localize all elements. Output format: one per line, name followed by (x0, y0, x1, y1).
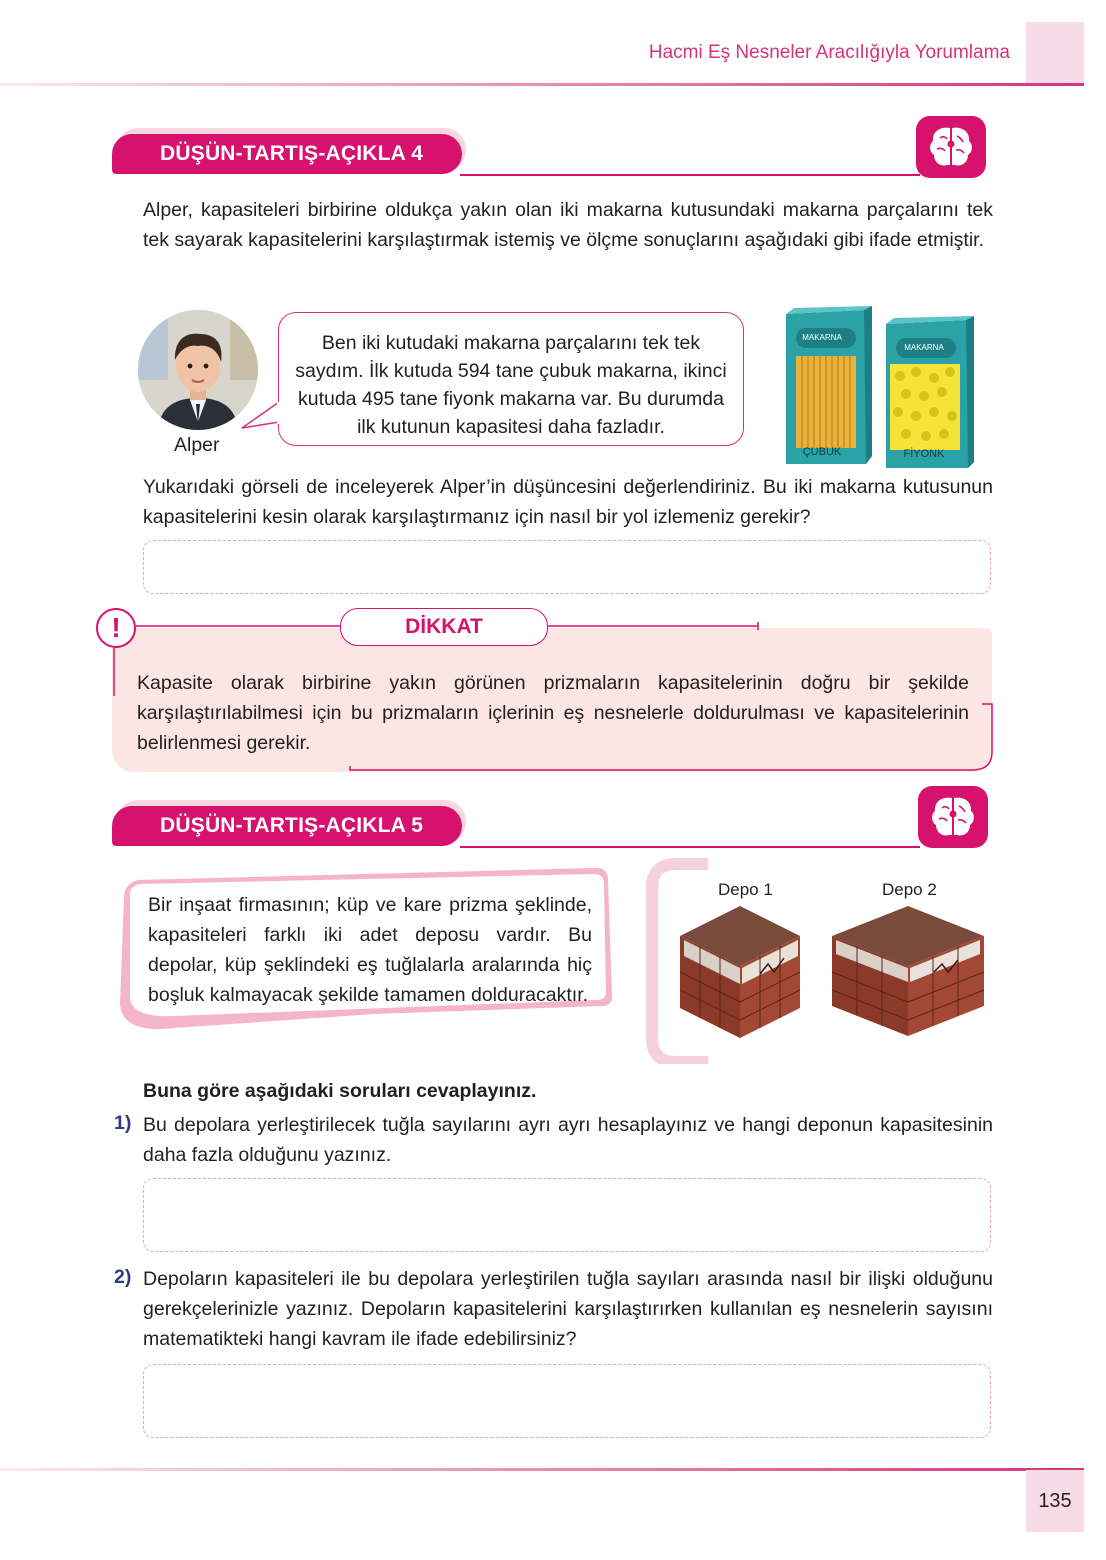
dikkat-label: DİKKAT (340, 608, 548, 646)
question-1-number: 1) (114, 1112, 132, 1134)
warning-icon: ! (96, 608, 136, 648)
dikkat-text: Kapasite olarak birbirine yakın görünen prizmaların kapasitelerinin doğru bir şekilde karşılaştırılabilmesi için bu prizmaların içlerinin eş nesnelerle doldurulması ve kapasitelerinin belirlenmesi gerekir. (137, 672, 969, 754)
page-number: 135 (1026, 1470, 1084, 1532)
footer-divider (0, 1468, 1084, 1471)
question-1-text: Bu depolara yerleştirilecek tuğla sayılarını ayrı ayrı hesaplayınız ve hangi deponun kapasitesinin daha fazla olduğunu yazınız. (143, 1114, 993, 1166)
section-4-rule (460, 174, 920, 176)
section-5-callout: Bir inşaat firmasının; küp ve kare prizma şeklinde, kapasiteleri farklı iki adet deposu vardır. Bu depolar, küp şeklindeki eş tuğlalarla aralarında hiç boşluk kalmayacak şekilde tamamen dolduracaktır. (148, 894, 592, 1006)
speech-bubble (278, 312, 744, 446)
chapter-title: Hacmi Eş Nesneler Aracılığıyla Yorumlama (648, 42, 1010, 63)
section-4-question: Yukarıdaki görseli de inceleyerek Alper’in düşüncesini değerlendiriniz. Bu iki makarna kutusunun kapasitelerini kesin olarak karşılaştırmanız için nasıl bir yol izlemeniz gerekir? (143, 476, 993, 528)
instruction: Buna göre aşağıdaki soruları cevaplayınız. (143, 1080, 537, 1102)
depo-1-label: Depo 1 (718, 880, 773, 899)
section-4-intro: Alper, kapasiteleri birbirine oldukça yakın olan iki makarna kutusundaki makarna parçalarını tek tek sayarak kapasitelerini karşılaştırmak istemiş ve ölçme sonuçlarını aşağıdaki gibi ifade etmiştir. (143, 199, 993, 251)
section-5-rule (460, 846, 920, 848)
depo-2-label: Depo 2 (882, 880, 937, 899)
speech-line: saydım. İlk kutuda 594 tane çubuk makarna, ikinci (295, 360, 727, 382)
speech-line: Ben iki kutudaki makarna parçalarını tek tek (321, 332, 701, 354)
box-2-brand: MAKARNA (904, 343, 944, 352)
box-1-label: ÇUBUK (802, 446, 842, 458)
box-2-label: FİYONK (903, 448, 945, 460)
avatar-name: Alper (174, 434, 220, 456)
answer-box[interactable] (143, 540, 991, 594)
section-4-banner (112, 134, 464, 178)
box-1-brand: MAKARNA (802, 333, 842, 342)
answer-box[interactable] (143, 1364, 991, 1438)
speech-line: ilk kutunun kapasitesi daha fazladır. (357, 416, 665, 438)
header-divider (0, 83, 1084, 86)
warehouse-illustration (646, 858, 1006, 1064)
section-5-banner (112, 806, 464, 850)
speech-line: kutuda 495 tane fiyonk makarna var. Bu durumda (297, 388, 724, 410)
section-4-title: DÜŞÜN-TARTIŞ-AÇIKLA 4 (112, 134, 462, 174)
brain-puzzle-icon (918, 786, 988, 848)
question-2-text: Depoların kapasiteleri ile bu depolara yerleştirilen tuğla sayıları arasında nasıl bir ilişki olduğunu gerekçelerinizle yazınız. Depoların kapasitelerini karşılaştırırken kullanılan eş nesnelerin sayısını matematikteki hangi kavram ile ifade edebilirsiniz? (143, 1268, 993, 1350)
header-tab (1026, 22, 1084, 84)
brain-puzzle-icon (916, 116, 986, 178)
question-2-number: 2) (114, 1266, 132, 1288)
section-5-title: DÜŞÜN-TARTIŞ-AÇIKLA 5 (112, 806, 462, 846)
answer-box[interactable] (143, 1178, 991, 1252)
